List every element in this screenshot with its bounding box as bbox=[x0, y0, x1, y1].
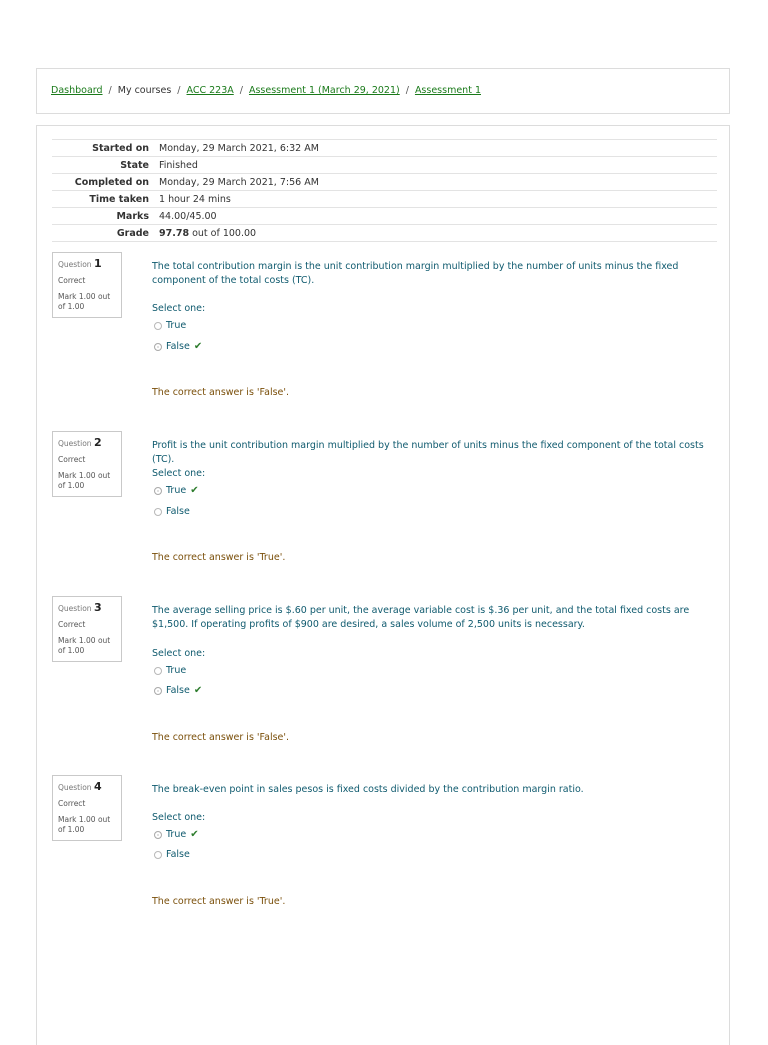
radio-true-selected[interactable] bbox=[154, 487, 162, 495]
select-one-prompt: Select one: bbox=[152, 303, 206, 314]
question-number bbox=[58, 436, 102, 449]
breadcrumb-course-link[interactable]: ACC 223A bbox=[186, 85, 234, 96]
question-label: Question bbox=[58, 439, 92, 448]
summary-label: Completed on bbox=[52, 174, 159, 191]
summary-grade-value bbox=[159, 225, 717, 242]
select-one-prompt: Select one: bbox=[152, 812, 206, 823]
question-number bbox=[58, 257, 102, 270]
option-false[interactable] bbox=[154, 506, 190, 517]
summary-label: Grade bbox=[52, 225, 159, 242]
checkmark-icon: ✔ bbox=[190, 829, 199, 840]
question-number-value: 4 bbox=[93, 780, 102, 793]
question-mark: Mark 1.00 out of 1.00 bbox=[58, 471, 111, 490]
attempt-summary-table bbox=[52, 139, 717, 242]
question-mark: Mark 1.00 out of 1.00 bbox=[58, 636, 111, 655]
question-number-value: 2 bbox=[93, 436, 102, 449]
option-false[interactable] bbox=[154, 685, 202, 696]
option-label: False bbox=[166, 849, 190, 860]
question-mark: Mark 1.00 out of 1.00 bbox=[58, 815, 111, 834]
breadcrumb-quiz-link[interactable]: Assessment 1 bbox=[414, 85, 481, 96]
question-label: Question bbox=[58, 783, 92, 792]
select-one-prompt: Select one: bbox=[152, 468, 206, 479]
question-label: Question bbox=[58, 604, 92, 613]
breadcrumb bbox=[51, 85, 481, 96]
summary-row bbox=[52, 208, 717, 225]
question-text: Profit is the unit contribution margin multiplied by the number of units minus the fixed component of the total costs (TC). bbox=[152, 440, 704, 465]
breadcrumb-section-link[interactable]: Assessment 1 (March 29, 2021) bbox=[248, 85, 400, 96]
checkmark-icon: ✔ bbox=[193, 685, 203, 696]
option-true[interactable] bbox=[154, 829, 199, 840]
radio-true-selected[interactable] bbox=[154, 831, 162, 839]
option-label: False bbox=[166, 341, 190, 352]
breadcrumb-separator: / bbox=[177, 85, 181, 96]
option-label: True bbox=[166, 829, 187, 840]
breadcrumb-my-courses: My courses bbox=[117, 85, 172, 96]
breadcrumb-separator: / bbox=[239, 85, 243, 96]
summary-row bbox=[52, 140, 717, 157]
question-number bbox=[58, 780, 102, 793]
question-state: Correct bbox=[58, 455, 86, 465]
summary-row bbox=[52, 225, 717, 242]
option-label: True bbox=[166, 485, 187, 496]
summary-label: Started on bbox=[52, 140, 159, 157]
option-label: True bbox=[166, 320, 187, 331]
summary-label: Marks bbox=[52, 208, 159, 225]
summary-value: 1 hour 24 mins bbox=[159, 191, 717, 208]
summary-row bbox=[52, 191, 717, 208]
breadcrumb-dashboard-link[interactable]: Dashboard bbox=[51, 85, 103, 96]
correct-answer-feedback: The correct answer is 'False'. bbox=[152, 387, 290, 398]
option-true[interactable] bbox=[154, 485, 199, 496]
summary-row bbox=[52, 174, 717, 191]
checkmark-icon: ✔ bbox=[190, 485, 199, 496]
radio-true[interactable] bbox=[154, 667, 162, 675]
radio-false[interactable] bbox=[154, 851, 162, 859]
radio-false[interactable] bbox=[154, 508, 162, 516]
quiz-review-panel bbox=[36, 125, 730, 1045]
question-text: The average selling price is $.60 per unit, the average variable cost is $.36 per unit, and the total fixed costs are $1,500. If operating profits of $900 are desired, a sales volume of 2,500 units is necessary. bbox=[152, 605, 690, 630]
question-mark: Mark 1.00 out of 1.00 bbox=[58, 292, 111, 311]
checkmark-icon: ✔ bbox=[193, 341, 203, 352]
breadcrumb-separator: / bbox=[405, 85, 409, 96]
breadcrumb-separator: / bbox=[108, 85, 112, 96]
radio-false-selected[interactable] bbox=[154, 687, 162, 695]
question-number-value: 3 bbox=[93, 601, 102, 614]
question-label: Question bbox=[58, 260, 92, 269]
grade-score: 97.78 bbox=[159, 227, 190, 239]
summary-label: Time taken bbox=[52, 191, 159, 208]
question-text: The total contribution margin is the unit contribution margin multiplied by the number of units minus the fixed component of the total costs (TC). bbox=[152, 261, 679, 286]
question-state: Correct bbox=[58, 620, 86, 630]
question-info-box bbox=[52, 252, 122, 318]
summary-row bbox=[52, 157, 717, 174]
summary-label: State bbox=[52, 157, 159, 174]
question-number bbox=[58, 601, 102, 614]
option-label: True bbox=[166, 665, 187, 676]
option-label: False bbox=[166, 685, 190, 696]
option-false[interactable] bbox=[154, 849, 190, 860]
correct-answer-feedback: The correct answer is 'True'. bbox=[152, 552, 286, 563]
breadcrumb-bar bbox=[36, 68, 730, 114]
summary-value: Monday, 29 March 2021, 7:56 AM bbox=[159, 174, 717, 191]
radio-true[interactable] bbox=[154, 322, 162, 330]
option-true[interactable] bbox=[154, 665, 186, 676]
correct-answer-feedback: The correct answer is 'False'. bbox=[152, 732, 290, 743]
radio-false-selected[interactable] bbox=[154, 343, 162, 351]
question-text: The break-even point in sales pesos is fixed costs divided by the contribution margin ratio. bbox=[152, 784, 584, 795]
question-state: Correct bbox=[58, 276, 86, 286]
grade-out-of: out of 100.00 bbox=[189, 227, 257, 239]
question-number-value: 1 bbox=[93, 257, 102, 270]
question-info-box bbox=[52, 596, 122, 662]
question-info-box bbox=[52, 775, 122, 841]
select-one-prompt: Select one: bbox=[152, 648, 206, 659]
summary-value: Monday, 29 March 2021, 6:32 AM bbox=[159, 140, 717, 157]
option-label: False bbox=[166, 506, 190, 517]
option-false[interactable] bbox=[154, 341, 202, 352]
question-state: Correct bbox=[58, 799, 86, 809]
question-info-box bbox=[52, 431, 122, 497]
option-true[interactable] bbox=[154, 320, 186, 331]
summary-value: 44.00/45.00 bbox=[159, 208, 717, 225]
summary-value: Finished bbox=[159, 157, 717, 174]
correct-answer-feedback: The correct answer is 'True'. bbox=[152, 896, 286, 907]
